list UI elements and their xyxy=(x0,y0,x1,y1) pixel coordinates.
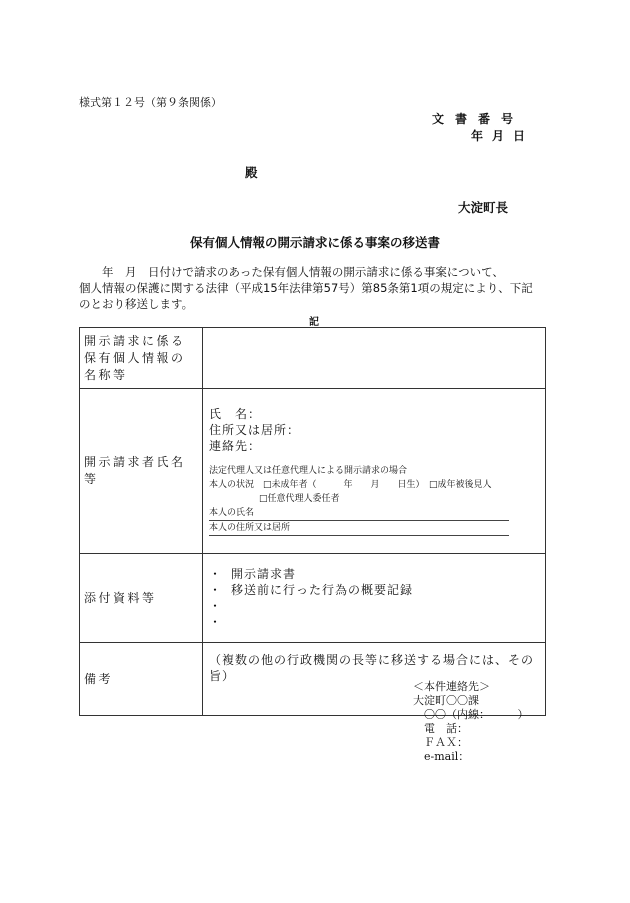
attachment-item-3: ・ xyxy=(209,599,223,613)
contact-phone: 電 話： xyxy=(413,722,468,735)
contact-extension: 〇〇（内線： ） xyxy=(413,708,529,721)
requester-label: 開示請求者氏名等 xyxy=(80,389,203,554)
remarks-label: 備考 xyxy=(80,643,203,716)
table-row xyxy=(80,554,546,643)
addressee-suffix: 殿 xyxy=(245,165,258,180)
contact-block xyxy=(413,680,529,764)
attachment-item-2: ・ 移送前に行った行為の概要記録 xyxy=(209,583,414,597)
principal-name-field: 本人の氏名 xyxy=(209,507,509,521)
attachments-label: 添付資料等 xyxy=(80,554,203,643)
remarks-text: （複数の他の行政機関の長等に移送する場合には、その旨） xyxy=(209,653,535,683)
attachment-item-1: ・ 開示請求書 xyxy=(209,567,297,581)
info-name-label: 開示請求に係る保有個人情報の名称等 xyxy=(80,328,203,389)
body-line-3: のとおり移送します。 xyxy=(79,297,194,311)
document-title: 保有個人情報の開示請求に係る事案の移送書 xyxy=(189,235,440,250)
attachments-value[interactable] xyxy=(203,554,546,643)
requester-name-field: 氏 名： xyxy=(209,407,262,421)
contact-department: 大淀町〇〇課 xyxy=(413,694,479,707)
transfer-details-table xyxy=(79,327,546,716)
attachment-item-4: ・ xyxy=(209,615,223,629)
requester-address-field: 住所又は居所： xyxy=(209,423,301,437)
form-number: 様式第１２号（第９条関係） xyxy=(79,96,222,109)
contact-fax: ＦＡＸ： xyxy=(413,736,468,749)
principal-address-field: 本人の住所又は居所 xyxy=(209,522,509,536)
body-line-1: 年 月 日付けで請求のあった保有個人情報の開示請求に係る事案について、 xyxy=(79,265,504,279)
ki-heading: 記 xyxy=(309,317,319,328)
requester-contact-field: 連絡先： xyxy=(209,439,262,453)
contact-heading: ＜本件連絡先＞ xyxy=(413,680,490,693)
requester-value[interactable] xyxy=(203,389,546,554)
agent-note: 法定代理人又は任意代理人による開示請求の場合 xyxy=(209,466,408,476)
document-number-label: 文書番号 xyxy=(432,112,525,126)
table-row xyxy=(80,328,546,389)
document-date-label: 年月日 xyxy=(471,129,535,143)
sender-name: 大淀町長 xyxy=(458,200,509,215)
body-paragraph xyxy=(79,264,554,312)
contact-email: e-mail： xyxy=(413,750,470,763)
table-row xyxy=(80,389,546,554)
info-name-value[interactable] xyxy=(203,328,546,389)
principal-status: 本人の状況 □未成年者（ 年 月 日生） □成年被後見人 xyxy=(209,480,492,490)
principal-status-2: □任意代理人委任者 xyxy=(259,494,340,504)
body-line-2: 個人情報の保護に関する法律（平成15年法律第57号）第85条第1項の規定により、下記 xyxy=(79,281,533,295)
